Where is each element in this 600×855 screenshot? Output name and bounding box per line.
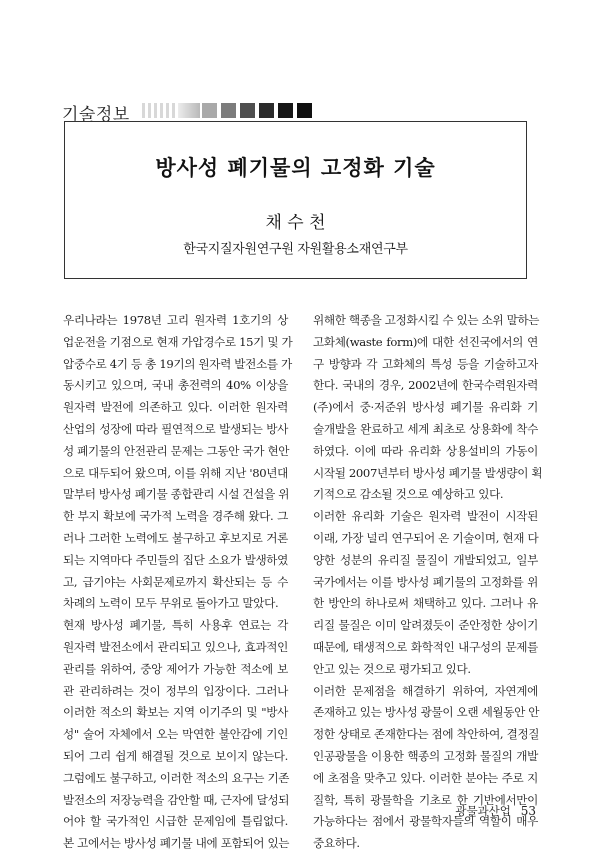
article-title: 방사성 폐기물의 고정화 기술 <box>155 156 436 180</box>
body-line: 산업의 성장에 따라 필연적으로 발생되는 방사 <box>63 421 288 436</box>
title-box <box>64 121 527 279</box>
body-line: 어야 할 국가적인 시급한 문제임에 틀림없다. <box>63 814 288 829</box>
body-line: 이러한 유리화 기술은 원자력 발전이 시작된 <box>313 509 538 524</box>
body-line: 양한 성분의 유리질 물질이 개발되었고, 일부 <box>313 552 538 567</box>
author-affiliation: 한국지질자원연구원 자원활용소재연구부 <box>183 242 408 257</box>
body-line: 중요하다. <box>313 836 360 851</box>
body-line: 이래, 가장 널리 연구되어 온 기술이며, 현재 다 <box>313 530 539 545</box>
body-line: 구 방향과 각 고화체의 특성 등을 기술하고자 <box>313 356 538 371</box>
body-line: 국가에서는 이를 방사성 폐기물의 고정화를 위 <box>313 574 538 589</box>
body-line: 정한 상태로 존재한다는 점에 착안하여, 결정질 <box>313 727 540 742</box>
body-line: 본 고에서는 방사성 폐기물 내에 포함되어 있는 <box>63 836 290 851</box>
body-line: 리질 물질은 이미 알려졌듯이 준안정한 상이기 <box>313 618 538 633</box>
body-line: (주)에서 중·저준위 방사성 폐기물 유리화 기 <box>313 400 538 415</box>
section-label: 기술정보 <box>62 105 130 125</box>
body-line: 차례의 노력이 모두 무위로 돌아가고 말았다. <box>63 596 279 611</box>
header-decoration-square <box>259 103 274 118</box>
body-line: 관리를 위하여, 중앙 제어가 가능한 적소에 보 <box>63 661 288 676</box>
body-line: 한 부지 확보에 국가적 노력을 경주해 왔다. 그 <box>63 509 288 524</box>
body-line: 때문에, 태생적으로 화학적인 내구성의 문제를 <box>313 639 538 654</box>
body-line: 시작될 2007년부터 방사성 폐기물 발생량이 획 <box>313 465 543 480</box>
header-decoration-gradient <box>178 103 200 118</box>
body-line: 그럼에도 불구하고, 이러한 적소의 요구는 기존 <box>63 770 290 785</box>
body-line: 발전소의 저장능력을 감안할 때, 근자에 달성되 <box>63 792 290 807</box>
body-line: 러나 그러한 노력에도 불구하고 후보지로 거론 <box>63 530 288 545</box>
body-line: 이러한 적소의 확보는 지역 이기주의 및 "방사 <box>63 705 288 720</box>
header-decoration-pattern <box>142 103 176 118</box>
body-line: 가능하다는 점에서 광물학자들의 역할이 매우 <box>313 814 538 829</box>
body-line: 우리나라는 1978년 고리 원자력 1호기의 상 <box>63 313 288 327</box>
header-decoration-square <box>240 103 255 118</box>
body-line: 기적으로 감소될 것으로 예상하고 있다. <box>313 487 504 502</box>
body-line: 원자력 발전에 의존하고 있다. 이러한 원자력 <box>63 400 288 415</box>
body-line: 압중수로 4기 등 총 19기의 원자력 발전소를 가 <box>63 356 292 371</box>
body-line: 고, 급기야는 사회문제로까지 확산되는 등 수 <box>63 574 288 589</box>
journal-name: 광물과산업 <box>455 804 511 818</box>
body-line: 원자력 발전소에서 관리되고 있으나, 효과적인 <box>63 639 288 654</box>
body-column-right <box>313 310 543 855</box>
body-line: 성 폐기물의 안전관리 문제는 그동안 국가 현안 <box>63 443 290 458</box>
body-line: 동시키고 있으며, 국내 총전력의 40% 이상을 <box>63 378 288 393</box>
body-line: 되어 그리 쉽게 해결될 것으로 보이지 않는다. <box>63 748 288 763</box>
body-line: 현재 방사성 폐기물, 특히 사용후 연료는 각 <box>63 618 288 633</box>
body-line: 하였다. 이에 따라 유리화 상용설비의 가동이 <box>313 443 538 458</box>
body-line: 술개발을 완료하고 세계 최초로 상용화에 착수 <box>313 421 538 436</box>
body-line: 고화체(waste form)에 대한 선진국에서의 연 <box>313 334 538 349</box>
article-author: 채 수 천 <box>265 213 326 233</box>
body-line: 으로 대두되어 왔으며, 이를 위해 지난 '80년대 <box>63 465 288 480</box>
body-line: 업운전을 기점으로 현재 가압경수로 15기 및 가 <box>63 334 293 349</box>
body-line: 한다. 국내의 경우, 2002년에 한국수력원자력 <box>313 378 538 393</box>
body-line: 성" 술어 자체에서 오는 막연한 불안감에 기인 <box>63 727 288 742</box>
body-line: 존재하고 있는 방사성 광물이 오랜 세월동안 안 <box>313 705 540 720</box>
body-column-left <box>63 310 293 855</box>
header-decoration-square <box>297 103 312 118</box>
body-line: 에 초점을 맞추고 있다. 이러한 분야는 주로 지 <box>313 770 538 785</box>
body-line: 안고 있는 것으로 평가되고 있다. <box>313 661 471 676</box>
body-line: 이러한 문제점을 해결하기 위하여, 자연계에 <box>313 683 538 698</box>
body-line: 한 방안의 하나로써 채택하고 있다. 그러나 유 <box>313 596 538 611</box>
body-line: 위해한 핵종을 고정화시킬 수 있는 소위 말하는 <box>313 313 540 327</box>
body-line: 되는 지역마다 주민들의 집단 소요가 발생하였 <box>63 552 288 567</box>
header-decoration-square <box>278 103 293 118</box>
body-line: 인공광물을 이용한 핵종의 고정화 물질의 개발 <box>313 748 538 763</box>
page-number: 53 <box>520 804 536 818</box>
body-line: 말부터 방사성 폐기물 종합관리 시설 건설을 위 <box>63 487 290 502</box>
page-footer <box>455 803 536 819</box>
header-decoration-square <box>202 103 217 118</box>
body-line: 질학, 특히 광물학을 기초로 한 기반에서만이 <box>313 792 538 807</box>
header-decoration-square <box>221 103 236 118</box>
body-line: 관 관리하려는 것이 정부의 입장이다. 그러나 <box>63 683 288 698</box>
